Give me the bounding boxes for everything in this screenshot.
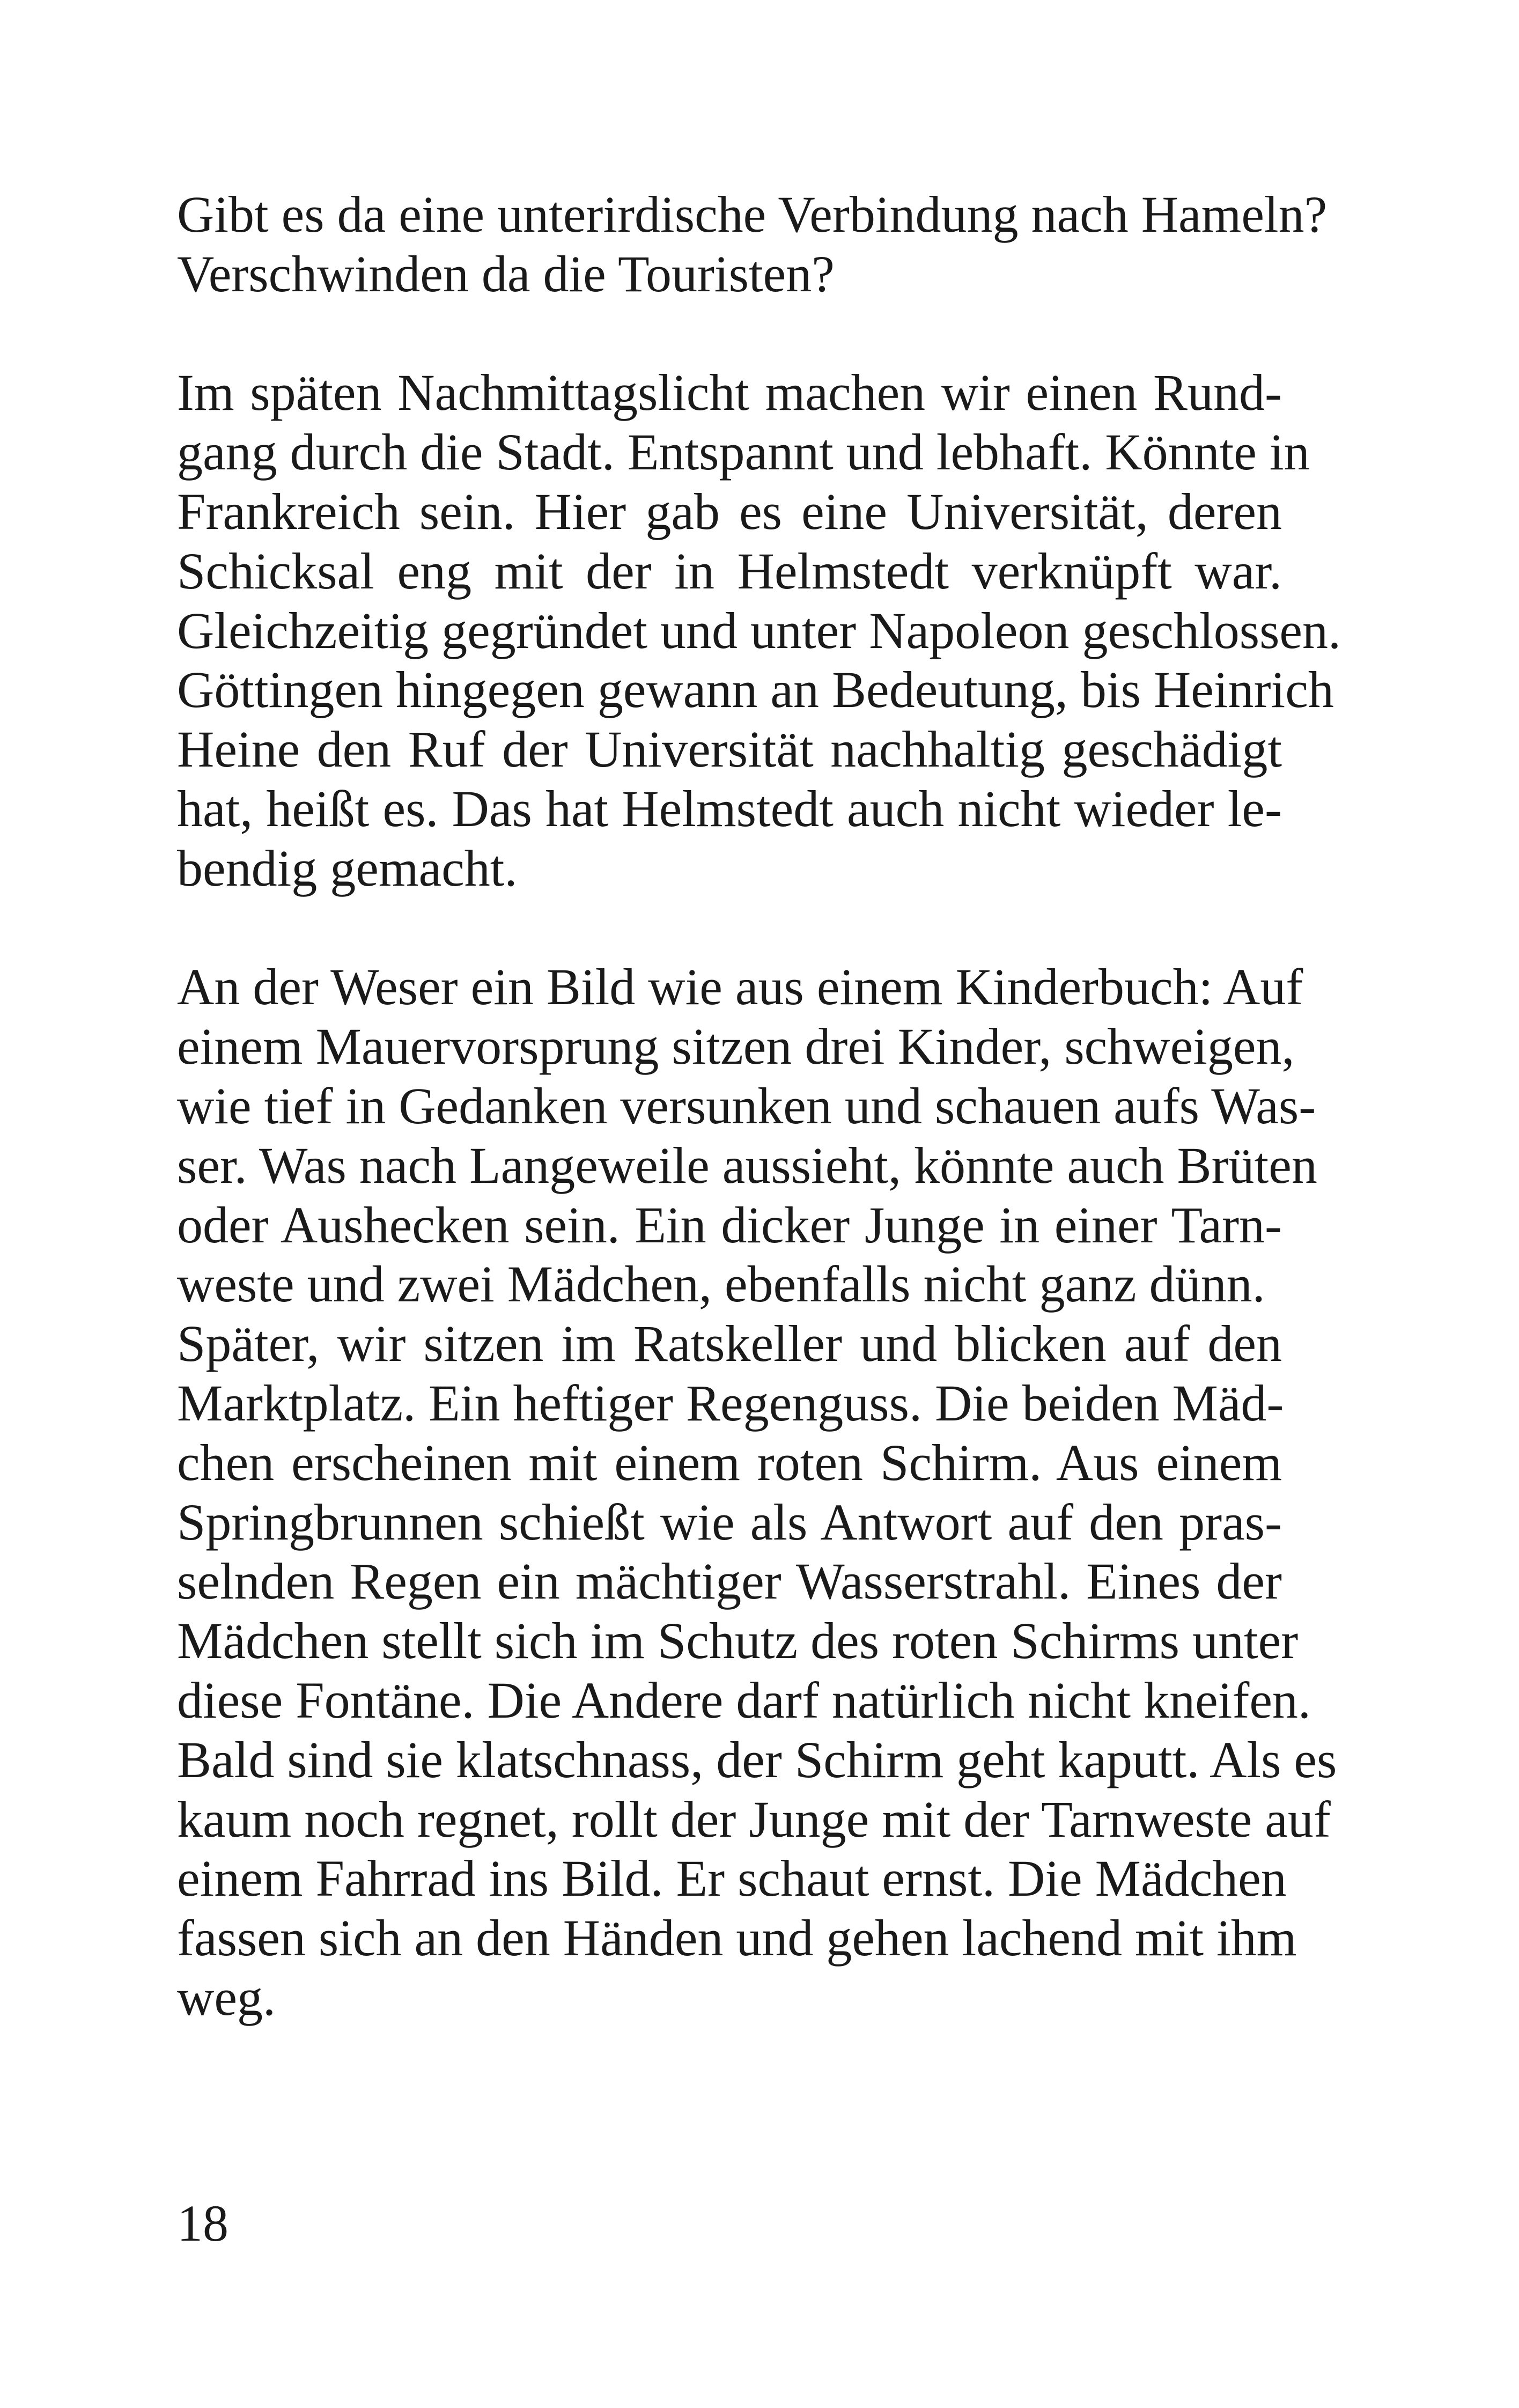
text-line: hat, heißt es. Das hat Helmstedt auch nicht wieder le- [177, 779, 1282, 837]
text-line: Springbrunnen schießt wie als Antwort auf den pras- [177, 1493, 1282, 1551]
text-line: fassen sich an den Händen und gehen lachend mit ihm [177, 1909, 1297, 1967]
paragraph-gap [177, 304, 1282, 364]
text-line: selnden Regen ein mächtiger Wasserstrahl. Eines der [177, 1552, 1282, 1610]
text-line: Schicksal eng mit der in Helmstedt verknüpft war. [177, 542, 1282, 600]
text-line: oder Aushecken sein. Ein dicker Junge in einer Tarn- [177, 1196, 1282, 1254]
text-line: Marktplatz. Ein heftiger Regenguss. Die beiden Mäd- [177, 1374, 1284, 1432]
text-line: Göttingen hingegen gewann an Bedeutung, bis Heinrich [177, 661, 1334, 719]
text-line: Im späten Nachmittagslicht machen wir einen Rund- [177, 364, 1282, 422]
text-line: gang durch die Stadt. Entspannt und lebhaft. Könnte in [177, 423, 1310, 481]
text-line: kaum noch regnet, rollt der Junge mit der Tarnweste auf [177, 1790, 1331, 1848]
text-line: Gibt es da eine unterirdische Verbindung nach Hameln? [177, 186, 1328, 243]
text-line: Mädchen stellt sich im Schutz des roten Schirms unter [177, 1612, 1299, 1670]
text-line: weste und zwei Mädchen, ebenfalls nicht ganz dünn. [177, 1255, 1265, 1313]
text-line: weg. [177, 1968, 276, 2026]
text-line: Gleichzeitig gegründet und unter Napoleon geschlossen. [177, 601, 1341, 659]
text-line: Verschwinden da die Touristen? [177, 245, 835, 303]
text-line: Heine den Ruf der Universität nachhaltig geschädigt [177, 720, 1282, 778]
text-line: diese Fontäne. Die Andere darf natürlich nicht kneifen. [177, 1671, 1311, 1729]
text-line: bendig gemacht. [177, 839, 518, 897]
text-line: Später, wir sitzen im Ratskeller und blicken auf den [177, 1315, 1282, 1373]
text-line: An der Weser ein Bild wie aus einem Kinderbuch: Auf [177, 958, 1303, 1016]
paragraph-1 [177, 185, 1328, 304]
text-line: Frankreich sein. Hier gab es eine Universität, deren [177, 482, 1282, 540]
text-line: einem Fahrrad ins Bild. Er schaut ernst. Die Mädchen [177, 1850, 1287, 1908]
page-body [177, 185, 1341, 2028]
paragraph-2 [177, 363, 1341, 898]
text-line: wie tief in Gedanken versunken und schauen aufs Was- [177, 1077, 1316, 1135]
paragraph-gap [177, 899, 1282, 958]
text-line: ser. Was nach Langeweile aussieht, könnte auch Brüten [177, 1136, 1317, 1194]
text-line: chen erscheinen mit einem roten Schirm. Aus einem [177, 1433, 1282, 1491]
page-number: 18 [177, 2195, 228, 2252]
text-line: Bald sind sie klatschnass, der Schirm geht kaputt. Als es [177, 1730, 1337, 1788]
text-line: einem Mauervorsprung sitzen drei Kinder, schweigen, [177, 1018, 1295, 1076]
paragraph-3 [177, 958, 1337, 2027]
